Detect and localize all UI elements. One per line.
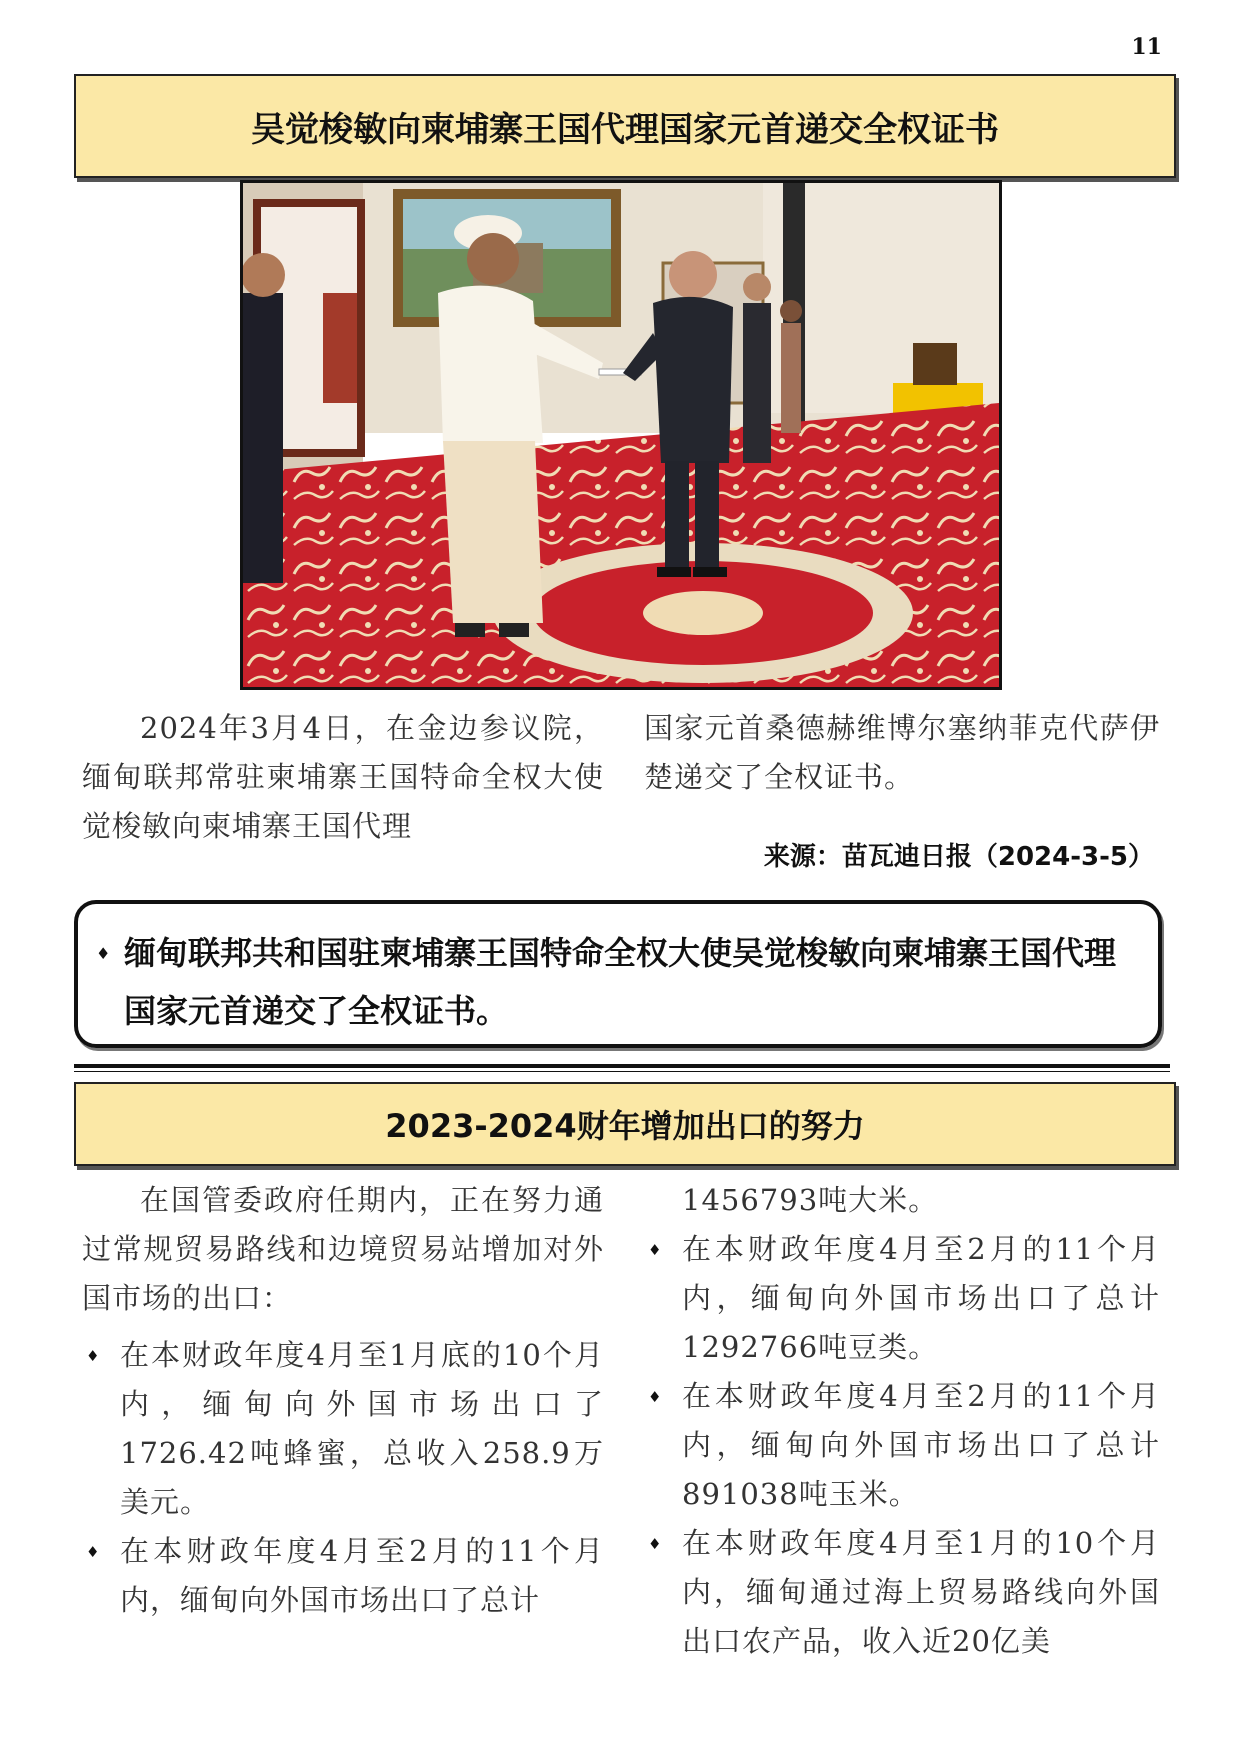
news-photo — [240, 180, 1002, 690]
diamond-bullet-icon: ♦ — [648, 1535, 663, 1553]
diamond-bullet-icon: ♦ — [96, 944, 111, 963]
list-item — [82, 1331, 604, 1527]
article-title: 吴觉梭敏向柬埔寨王国代理国家元首递交全权证书 — [74, 74, 1176, 178]
list-item-text: 在本财政年度4月至1月底的10个月内，缅甸向外国市场出口了1726.42吨蜂蜜，总收入258.9万美元。 — [120, 1338, 604, 1519]
article1-body-left — [82, 704, 604, 851]
list-item-text: 在本财政年度4月至1月的10个月内，缅甸通过海上贸易路线向外国出口农产品，收入近20亿美 — [682, 1526, 1160, 1658]
list-item-continuation: 1456793吨大米。 — [682, 1183, 939, 1217]
article1-paragraph-part1: 2024年3月4日，在金边参议院，缅甸联邦常驻柬埔寨王国特命全权大使觉梭敏向柬埔寨王国代理 — [82, 711, 604, 843]
list-item-text: 在本财政年度4月至2月的11个月内，缅甸向外国市场出口了总计1292766吨豆类。 — [682, 1232, 1160, 1364]
list-item-text: 在本财政年度4月至2月的11个月内，缅甸向外国市场出口了总计 — [120, 1534, 604, 1617]
section-divider-thin — [74, 1071, 1170, 1072]
article2-title: 2023-2024财年增加出口的努力 — [74, 1082, 1176, 1166]
article1-body-right — [644, 704, 1160, 802]
article2-body-right — [644, 1176, 1160, 1666]
diamond-bullet-icon: ♦ — [648, 1241, 663, 1259]
diamond-bullet-icon: ♦ — [86, 1347, 101, 1365]
page-number: 11 — [1131, 34, 1162, 60]
list-item-text: 在本财政年度4月至2月的11个月内，缅甸向外国市场出口了总计891038吨玉米。 — [682, 1379, 1160, 1511]
summary-box — [74, 900, 1162, 1048]
article2-body-left — [82, 1176, 604, 1625]
section-divider — [74, 1064, 1170, 1068]
article1-paragraph-part2: 国家元首桑德赫维博尔塞纳菲克代萨伊楚递交了全权证书。 — [644, 711, 1160, 794]
list-item — [644, 1519, 1160, 1666]
photo-illustration — [243, 183, 999, 687]
list-item — [644, 1372, 1160, 1519]
list-item — [82, 1527, 604, 1625]
list-item — [644, 1225, 1160, 1372]
article1-source: 来源：苗瓦迪日报（2024-3-5） — [763, 842, 1154, 872]
summary-text: 缅甸联邦共和国驻柬埔寨王国特命全权大使吴觉梭敏向柬埔寨王国代理国家元首递交了全权证书。 — [124, 934, 1117, 1030]
diamond-bullet-icon: ♦ — [86, 1543, 101, 1561]
diamond-bullet-icon: ♦ — [648, 1388, 663, 1406]
article2-intro: 在国管委政府任期内，正在努力通过常规贸易路线和边境贸易站增加对外国市场的出口： — [82, 1183, 604, 1315]
